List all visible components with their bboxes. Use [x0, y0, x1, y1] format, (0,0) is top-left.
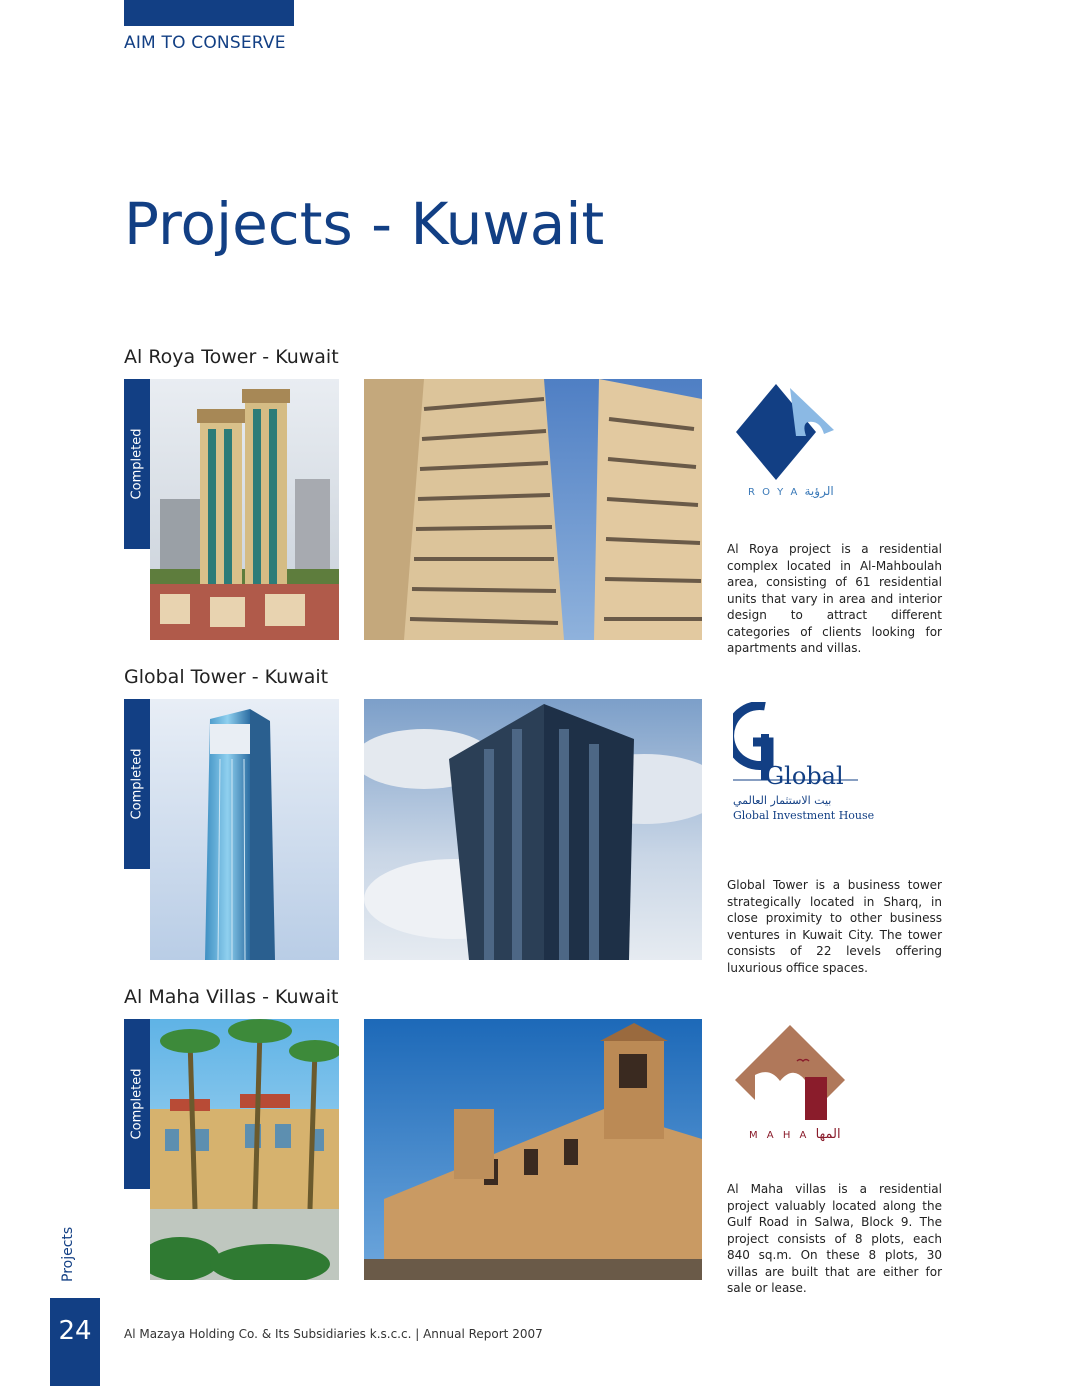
al-roya-logo [736, 384, 836, 504]
al-maha-description: Al Maha villas is a residential project valuably located along the Gulf Road in Salwa, Block 9. The project consists of 8 plots, each 840 sq.m. On these 8 plots, 30 villas are built that are either for sale or lease. [727, 1182, 942, 1295]
header-color-bar [124, 0, 294, 26]
footer-text: Al Mazaya Holding Co. & Its Subsidiaries k.s.c.c. | Annual Report 2007 [124, 1327, 543, 1341]
status-label: Completed [129, 1068, 145, 1140]
project-title-global: Global Tower - Kuwait [124, 666, 329, 688]
global-logo-arabic: بيت الاستثمار العالمي [733, 794, 832, 807]
project-title-al-maha: Al Maha Villas - Kuwait [124, 986, 339, 1008]
al-maha-logo [735, 1025, 845, 1150]
al-maha-villas-photo [364, 1019, 702, 1280]
global-logo [733, 702, 875, 827]
al-maha-logo-text: M A H A [749, 1130, 810, 1141]
project-title-al-roya: Al Roya Tower - Kuwait [124, 346, 339, 368]
global-tower-photo [364, 699, 702, 960]
sidebar-section-label: Projects [60, 1226, 76, 1282]
al-roya-description: Al Roya project is a residential complex located in Al-Mahboulah area, consisting of 61 residential units that vary in area and interior design to attract different categories of clients looking for apartments and villas. [727, 542, 942, 655]
page-number-box [50, 1298, 100, 1386]
al-roya-rendering-image [150, 379, 339, 640]
al-roya-tower-photo [364, 379, 702, 640]
section-label: AIM TO CONSERVE [124, 33, 286, 53]
global-tower-rendering-image [150, 699, 339, 960]
status-tab [124, 379, 150, 549]
global-logo-subtitle: Global Investment House [733, 809, 875, 822]
page-number: 24 [58, 1316, 92, 1346]
global-logo-text: Global [765, 762, 844, 790]
al-roya-logo-text: R O Y A [748, 487, 800, 498]
page-title: Projects - Kuwait [124, 190, 605, 258]
al-maha-logo-arabic: المها [815, 1127, 841, 1142]
al-maha-rendering-image [150, 1019, 339, 1280]
al-roya-logo-arabic: الرؤية [804, 484, 834, 498]
status-label: Completed [129, 748, 145, 820]
status-tab [124, 1019, 150, 1189]
status-label: Completed [129, 428, 145, 500]
global-description: Global Tower is a business tower strategically located in Sharq, in close proximity to other business ventures in Kuwait City. The tower consists of 22 levels offering luxurious office spaces. [727, 878, 942, 975]
status-tab [124, 699, 150, 869]
